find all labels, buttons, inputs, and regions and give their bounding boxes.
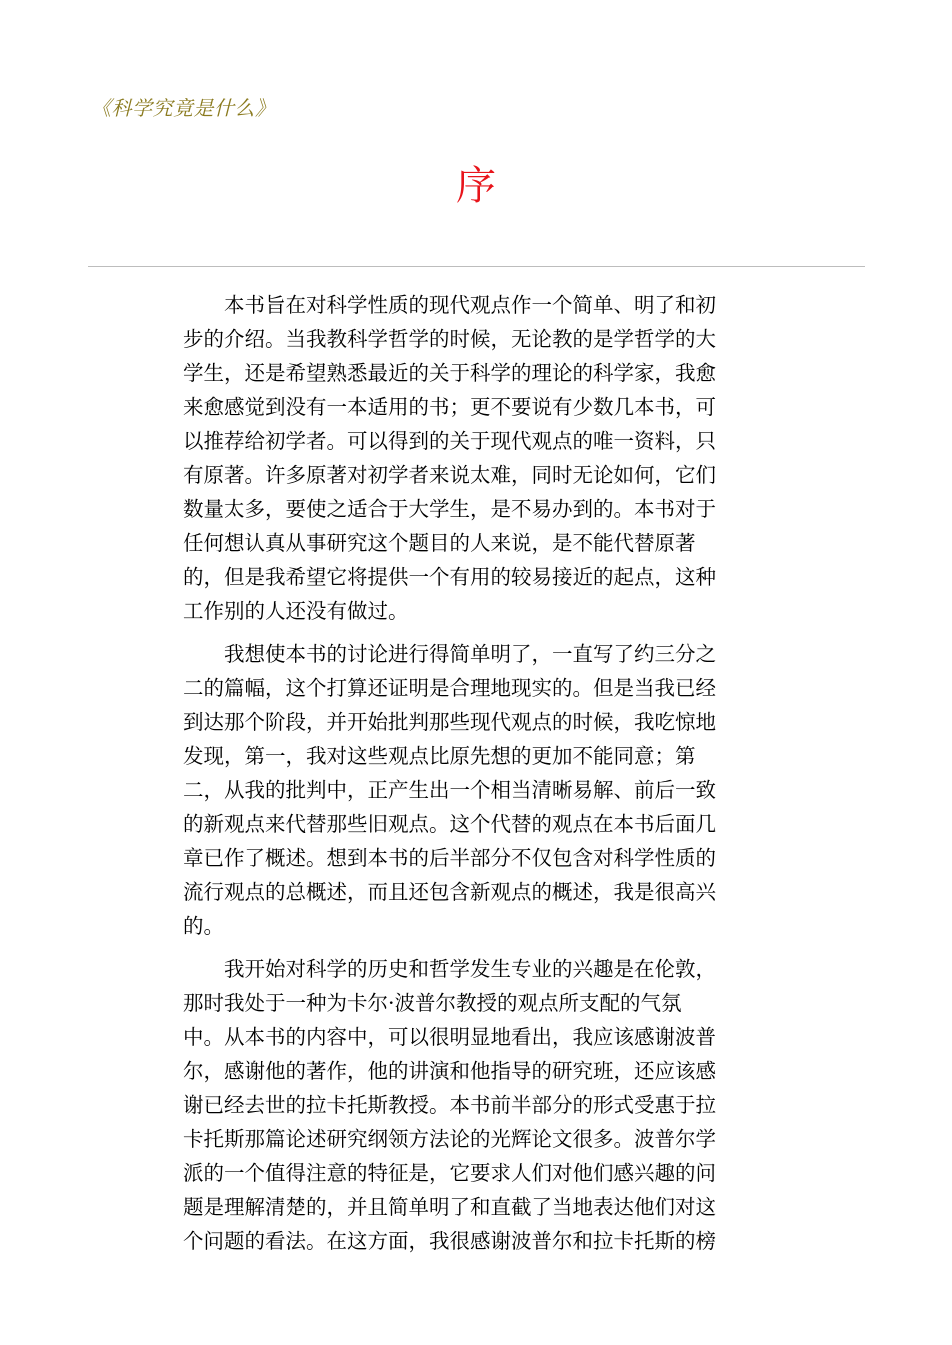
text-line: 有原著。许多原著对初学者来说太难，同时无论如何，它们 — [183, 463, 716, 487]
paragraph-1 — [183, 288, 768, 628]
text-line: 尔，感谢他的著作，他的讲演和他指导的研究班，还应该感 — [183, 1059, 716, 1083]
text-line: 中。从本书的内容中，可以很明显地看出，我应该感谢波普 — [183, 1025, 716, 1049]
text-line: 任何想认真从事研究这个题目的人来说，是不能代替原著 — [183, 531, 696, 555]
text-line: 步的介绍。当我教科学哲学的时候，无论教的是学哲学的大 — [183, 327, 716, 351]
book-title: 《科学究竟是什么》 — [91, 96, 276, 120]
text-line: 我想使本书的讨论进行得简单明了，一直写了约三分之 — [224, 642, 716, 666]
text-line: 二的篇幅，这个打算还证明是合理地现实的。但是当我已经 — [183, 676, 716, 700]
text-line: 到达那个阶段，并开始批判那些现代观点的时候，我吃惊地 — [183, 710, 716, 734]
text-line: 二，从我的批判中，正产生出一个相当清晰易解、前后一致 — [183, 778, 716, 802]
text-line: 工作别的人还没有做过。 — [183, 599, 409, 623]
text-line: 数量太多，要使之适合于大学生，是不易办到的。本书对于 — [183, 497, 716, 521]
text-line: 个问题的看法。在这方面，我很感谢波普尔和拉卡托斯的榜 — [183, 1229, 716, 1253]
body-text — [183, 288, 768, 1267]
text-line: 我开始对科学的历史和哲学发生专业的兴趣是在伦敦， — [224, 957, 716, 981]
text-line: 本书旨在对科学性质的现代观点作一个简单、明了和初 — [224, 293, 716, 317]
text-line: 来愈感觉到没有一本适用的书；更不要说有少数几本书，可 — [183, 395, 716, 419]
text-line: 谢已经去世的拉卡托斯教授。本书前半部分的形式受惠于拉 — [183, 1093, 716, 1117]
paragraph-2 — [183, 637, 768, 943]
chapter-title: 序 — [456, 163, 496, 209]
text-line: 派的一个值得注意的特征是，它要求人们对他们感兴趣的问 — [183, 1161, 716, 1185]
text-line: 发现，第一，我对这些观点比原先想的更加不能同意；第 — [183, 744, 696, 768]
divider — [88, 266, 865, 267]
text-line: 题是理解清楚的，并且简单明了和直截了当地表达他们对这 — [183, 1195, 716, 1219]
text-line: 的。 — [183, 914, 224, 938]
text-line: 那时我处于一种为卡尔·波普尔教授的观点所支配的气氛 — [183, 991, 682, 1015]
text-line: 的新观点来代替那些旧观点。这个代替的观点在本书后面几 — [183, 812, 716, 836]
text-line: 章已作了概述。想到本书的后半部分不仅包含对科学性质的 — [183, 846, 716, 870]
text-line: 以推荐给初学者。可以得到的关于现代观点的唯一资料，只 — [183, 429, 716, 453]
text-line: 流行观点的总概述，而且还包含新观点的概述，我是很高兴 — [183, 880, 716, 904]
text-line: 的，但是我希望它将提供一个有用的较易接近的起点，这种 — [183, 565, 716, 589]
paragraph-3 — [183, 952, 768, 1258]
text-line: 学生，还是希望熟悉最近的关于科学的理论的科学家，我愈 — [183, 361, 716, 385]
text-line: 卡托斯那篇论述研究纲领方法论的光辉论文很多。波普尔学 — [183, 1127, 716, 1151]
